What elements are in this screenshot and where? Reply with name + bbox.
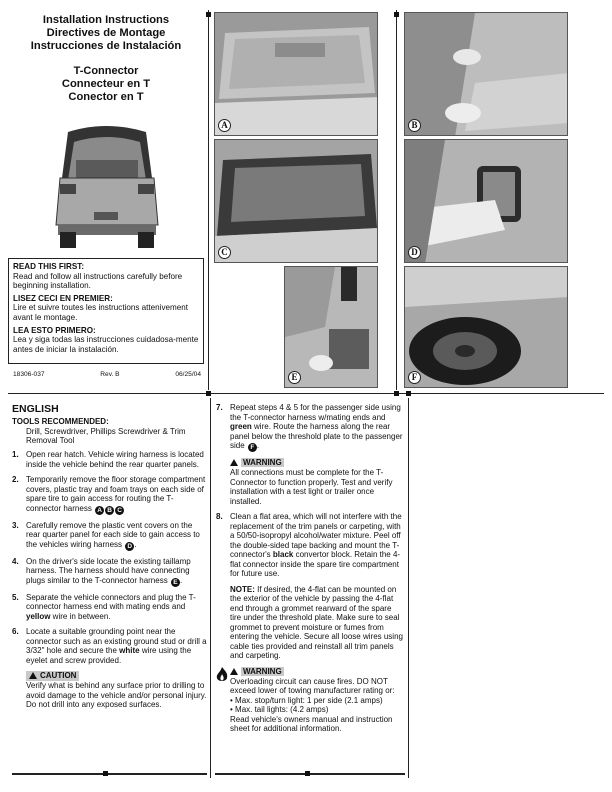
ref-d: D xyxy=(125,542,134,551)
step-1-text: Open rear hatch. Vehicle wiring harness is located inside the vehicle behind the rear quarter panels. xyxy=(26,450,204,469)
note-block xyxy=(230,585,404,661)
step-5-text-end: wire in between. xyxy=(50,611,111,621)
caution-label: CAUTION xyxy=(40,671,77,680)
read-first-heading-en: READ THIS FIRST: xyxy=(13,262,85,271)
wire-color-yellow: yellow xyxy=(26,611,51,621)
photo-label-b: B xyxy=(408,119,421,132)
note-text: If desired, the 4-flat can be mounted on the exterior of the vehicle by passing the 4-flat end through a grommet rearward of the spare tire under the threshold plate. Make sure to seal grommet to prevent moisture or fumes from entering the vehicle. Secure all loose wires using cable ties provided and reinstall all trim panels and carpeting. xyxy=(230,584,403,660)
vehicle-rear-photo xyxy=(54,120,159,250)
warning-text-2-end: Read vehicle's owners manual and instruction sheet for additional information. xyxy=(230,714,393,733)
warning-triangle-icon xyxy=(29,672,37,679)
photo-f xyxy=(404,266,568,388)
caution-text: Verify what is behind any surface prior to drilling to avoid damage to the vehicle and/or personal injury. Do not drill into any exposed surfaces. xyxy=(26,681,207,709)
ref-f: F xyxy=(248,443,257,452)
caution-badge xyxy=(26,671,79,681)
photo-a xyxy=(214,12,378,136)
part-number: 18306-037 xyxy=(13,371,45,378)
register-mark xyxy=(103,771,108,776)
ref-a: A xyxy=(95,506,104,515)
bottom-rule-left xyxy=(12,773,207,775)
warning-box-1 xyxy=(230,458,404,506)
tools-recommended xyxy=(12,417,207,446)
step-7-text: Repeat steps 4 & 5 for the passenger side using the T-connector harness w/mating ends and xyxy=(230,403,401,422)
read-first-heading-fr: LISEZ CECI EN PREMIER: xyxy=(13,293,113,303)
register-mark xyxy=(394,12,399,17)
step-6-text-end: wire using the eyelet and screw provided. xyxy=(26,646,192,665)
wire-color-green: green xyxy=(230,422,252,431)
tools-heading: TOOLS RECOMMENDED: xyxy=(12,417,109,426)
tools-list: Drill, Screwdriver, Phillips Screwdriver & Trim Removal Tool xyxy=(26,426,186,445)
step-5-text: Separate the vehicle connectors and plug the T-connector harness end with mating ends and xyxy=(26,592,196,611)
title-french: Directives de Montage xyxy=(46,27,166,39)
photo-c xyxy=(214,139,378,263)
step-2: 2. Temporarily remove the floor storage compartment covers, plastic tray and foam trays on each side of spare tire to gain access for routing the T-connector harness A B C xyxy=(12,475,206,514)
note-label: NOTE: xyxy=(230,584,255,594)
product-name-english: T-Connector xyxy=(73,65,139,77)
title-english: Installation Instructions xyxy=(42,14,170,26)
section-divider xyxy=(8,393,604,394)
photo-label-c: C xyxy=(218,246,231,259)
warning-triangle-icon xyxy=(230,668,238,675)
step-4: 4. On the driver's side locate the existing taillamp harness. The harness should have connecting plugs similar to the T-connector harness E . xyxy=(12,556,191,586)
register-mark xyxy=(206,391,211,396)
ref-c: C xyxy=(115,506,124,515)
warning-label-1: WARNING xyxy=(243,458,282,467)
step-6: 6. Locate a suitable grounding point near the connector such as an existing ground stud or drill a 3/32" hole and secure the white wire using the eyelet and screw provided. xyxy=(12,627,207,665)
step-7: 7. Repeat steps 4 & 5 for the passenger side using the T-connector harness w/mating ends and green wire. Route the harness along the rear panel below the threshold plate to the passenger side F . xyxy=(216,403,403,451)
warning-label-2: WARNING xyxy=(243,666,282,676)
step-4-text: On the driver's side locate the existing taillamp harness. The harness should have connecting plugs similar to the T-connector harness xyxy=(26,556,191,585)
document-info xyxy=(13,371,201,378)
photo-label-a: A xyxy=(218,119,231,132)
step-3: 3. Carefully remove the plastic vent covers on the rear quarter panel for each side to gain access to the vehicles wiring harness D . xyxy=(12,520,200,550)
step-7-text-end: wire. Route the harness along the rear panel below the threshold plate to the passenger side xyxy=(230,422,403,450)
revision: Rev. B xyxy=(100,371,120,378)
bottom-rule-right xyxy=(215,773,405,775)
fire-icon xyxy=(216,667,228,683)
register-mark xyxy=(206,12,211,17)
date: 06/25/04 xyxy=(175,371,201,378)
caution-box xyxy=(26,671,208,710)
block-color-black: black xyxy=(272,550,294,559)
step-1: 1. Open rear hatch. Vehicle wiring harness is located inside the vehicle behind the rear quarter panels. xyxy=(12,450,208,469)
product-name-french: Connecteur en T xyxy=(61,78,151,90)
step-8-text: Clean a flat area, which will not interfere with the replacement of the trim panels or carpeting, with a 50/50-isopropyl alcohol/water mixture. Peel off the double-sided tape backing and mount the T-connector's xyxy=(230,512,402,559)
photo-label-d: D xyxy=(408,246,421,259)
read-first-text-en: Read and follow all instructions carefully before beginning installation. xyxy=(13,271,183,291)
warning-box-2 xyxy=(230,667,404,734)
warning-text-1: All connections must be complete for the T-Connector to function properly. Test and verify installation with a test light or trailer once installed. xyxy=(230,468,393,506)
wire-color-white: white xyxy=(119,646,140,655)
step-6-text: Locate a suitable grounding point near the connector such as an existing ground stud or drill a 3/32" hole and secure the xyxy=(26,627,207,655)
title-block xyxy=(8,14,204,104)
column-divider-middle xyxy=(396,10,397,390)
step-8: 8. Clean a flat area, which will not interfere with the replacement of the trim panels or carpeting, with a 50/50-isopropyl alcohol/water mixture. Peel off the double-sided tape backing and mount the T-connector's black convertor block. Retain the 4-flat connector inside the spare tire compartment for future use. xyxy=(216,512,402,578)
step-3-text: Carefully remove the plastic vent covers on the rear quarter panel for each side to gain access to the vehicles wiring harness xyxy=(26,520,200,549)
warning-item-stop-turn: • Max. stop/turn light: 1 per side (2.1 amps) xyxy=(230,695,383,705)
column-divider-lower-right xyxy=(408,398,409,778)
steps-column-right xyxy=(216,403,404,734)
warning-badge-2 xyxy=(230,667,284,677)
ref-b: B xyxy=(105,506,114,515)
photo-b xyxy=(404,12,568,136)
register-mark xyxy=(406,391,411,396)
warning-badge-1 xyxy=(230,458,284,468)
ref-e: E xyxy=(171,578,180,587)
register-mark xyxy=(305,771,310,776)
step-5: 5. Separate the vehicle connectors and plug the T-connector harness end with mating ends and yellow wire in between. xyxy=(12,592,196,621)
product-name-spanish: Conector en T xyxy=(68,91,144,103)
step-2-text: Temporarily remove the floor storage compartment covers, plastic tray and foam trays on each side of spare tire to gain access for routing the T-connector harness xyxy=(26,475,206,513)
photo-e xyxy=(284,266,378,388)
read-first-box xyxy=(8,258,204,364)
steps-column-left xyxy=(12,450,208,716)
warning-item-tail: • Max. tail lights: (4.2 amps) xyxy=(230,705,329,714)
read-first-text-es: Lea y siga todas las instrucciones cuidadosa-mente antes de iniciar la instalación. xyxy=(13,335,199,354)
register-mark xyxy=(394,391,399,396)
column-divider-left xyxy=(208,10,209,390)
read-first-text-fr: Lire et suivre toutes les instructions attenivement avant le montage. xyxy=(13,303,188,322)
photo-label-e: E xyxy=(288,371,301,384)
title-spanish: Instrucciones de Instalación xyxy=(30,40,182,52)
photo-label-f: F xyxy=(408,371,421,384)
step-8-text-end: convertor block. Retain the 4-flat connector inside the spare tire compartment for future use. xyxy=(230,550,401,578)
warning-triangle-icon xyxy=(230,459,238,466)
column-divider-lower xyxy=(210,398,211,778)
section-heading-english: ENGLISH xyxy=(12,403,59,415)
warning-text-2: Overloading circuit can cause fires. DO NOT exceed lower of towing manufacturer rating or: xyxy=(230,676,395,695)
photo-d xyxy=(404,139,568,263)
read-first-heading-es: LEA ESTO PRIMERO: xyxy=(13,325,96,335)
